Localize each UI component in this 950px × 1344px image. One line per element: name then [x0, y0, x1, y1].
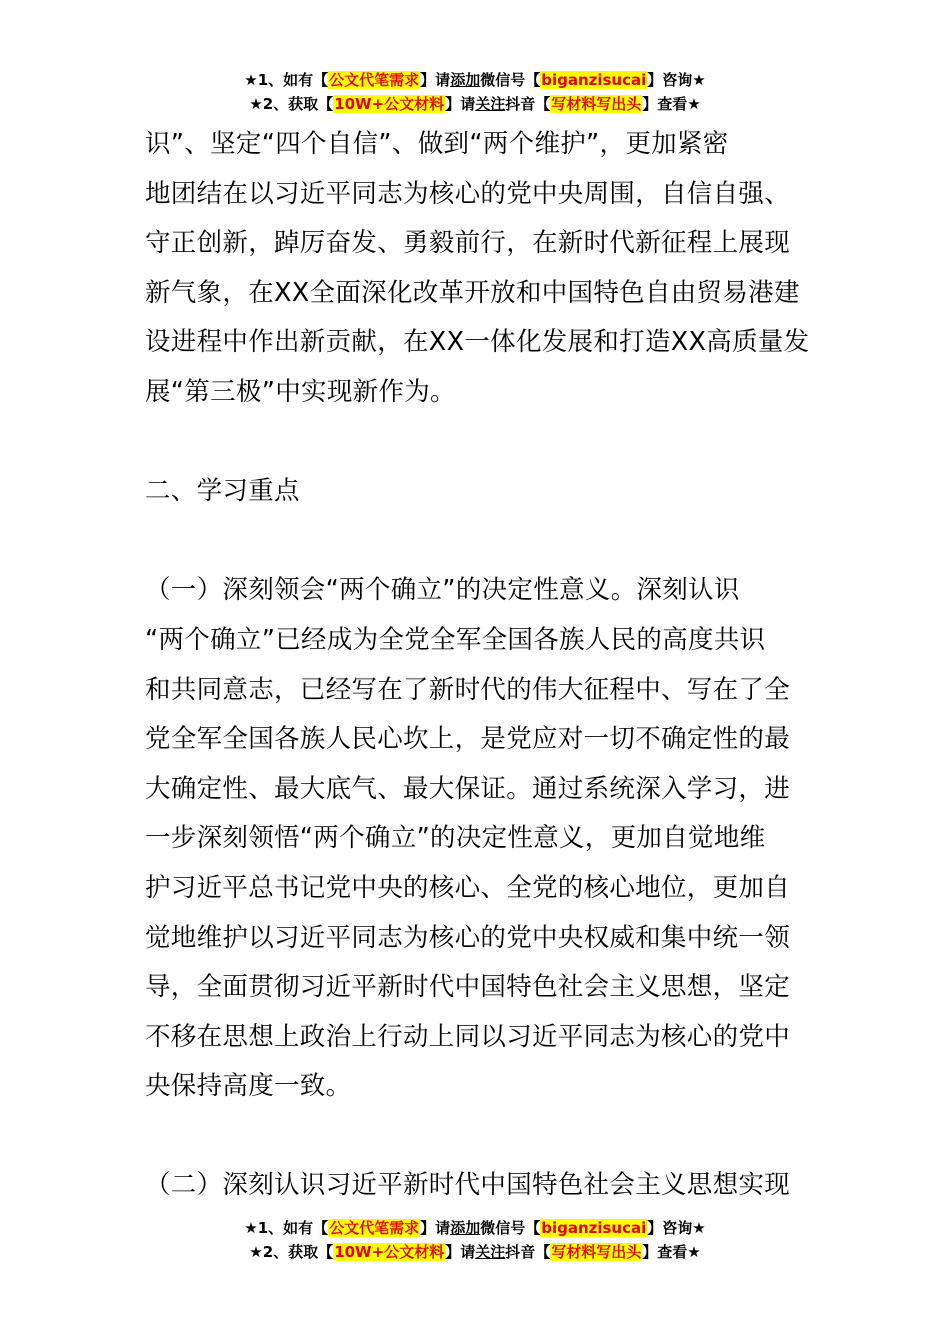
banner-douyin-name: 写材料写出头 [551, 1243, 642, 1261]
text-line: 和共同意志，已经写在了新时代的伟大征程中、写在了全 [145, 674, 791, 705]
banner-text: ★1、如有【 [244, 1219, 329, 1237]
text-line: 护习近平总书记党中央的核心、全党的核心地位，更加自 [145, 872, 791, 903]
banner-line-1 [0, 1216, 950, 1240]
text-line: 设进程中作出新贡献，在XX一体化发展和打造XX高质量发 [145, 327, 810, 358]
banner-line-1 [0, 68, 950, 92]
banner-douyin-name: 写材料写出头 [551, 95, 642, 113]
banner-text: 抖音【 [505, 1243, 551, 1261]
text-line: 一步深刻领悟“两个确立”的决定性意义，更加自觉地维 [145, 823, 766, 854]
text-line: 识”、坚定“四个自信”、做到“两个维护”，更加紧密 [145, 129, 729, 159]
text-line: 党全军全国各族人民心坎上，是党应对一切不确定性的最 [145, 724, 791, 755]
banner-underlined: 添加 [450, 1219, 481, 1237]
banner-underlined: 关注 [475, 95, 506, 113]
text-line: 展“第三极”中实现新作为。 [145, 376, 456, 407]
banner-text: ★1、如有【 [244, 71, 329, 89]
banner-text: 】咨询★ [647, 71, 706, 89]
banner-text: 】请 [445, 95, 476, 113]
banner-text: 】查看★ [642, 95, 701, 113]
banner-text: 】请 [420, 71, 451, 89]
text-line: 新气象，在XX全面深化改革开放和中国特色自由贸易港建 [145, 277, 800, 308]
banner-text: 】请 [445, 1243, 476, 1261]
text-line: 不移在思想上政治上行动上同以习近平同志为核心的党中 [145, 1021, 791, 1052]
text-line: （一）深刻领会“两个确立”的决定性意义。深刻认识 [145, 575, 740, 606]
section-2-paragraph [145, 1161, 810, 1211]
banner-text: 微信号【 [480, 1219, 541, 1237]
banner-text: 抖音【 [505, 95, 551, 113]
text-line: “两个确立”已经成为全党全军全国各族人民的高度共识 [145, 624, 766, 655]
banner-wechat-id: biganzisucai [541, 71, 647, 89]
banner-line-2 [0, 92, 950, 116]
section-heading: 二、学习重点 [145, 476, 300, 507]
banner-underlined: 添加 [450, 71, 481, 89]
banner-line-2 [0, 1240, 950, 1264]
banner-text: ★2、获取【 [249, 1243, 334, 1261]
banner-underlined: 关注 [475, 1243, 506, 1261]
banner-highlight: 10W+公文材料 [334, 1243, 445, 1261]
banner-text: 】咨询★ [647, 1219, 706, 1237]
text-line: 地团结在以习近平同志为核心的党中央周围，自信自强、 [145, 178, 791, 209]
footer-banner [0, 1216, 950, 1264]
banner-highlight: 公文代笔需求 [329, 71, 420, 89]
banner-wechat-id: biganzisucai [541, 1219, 647, 1237]
document-body [145, 120, 810, 1211]
banner-highlight: 10W+公文材料 [334, 95, 445, 113]
banner-text: 微信号【 [480, 71, 541, 89]
continued-paragraph [145, 120, 810, 418]
text-line: 守正创新，踔厉奋发、勇毅前行，在新时代新征程上展现 [145, 228, 791, 259]
banner-text: ★2、获取【 [249, 95, 334, 113]
text-line: 大确定性、最大底气、最大保证。通过系统深入学习，进 [145, 773, 791, 804]
section-1-paragraph [145, 566, 810, 1112]
text-line: 觉地维护以习近平同志为核心的党中央权威和集中统一领 [145, 922, 791, 953]
header-banner [0, 68, 950, 116]
text-line: 导，全面贯彻习近平新时代中国特色社会主义思想，坚定 [145, 972, 791, 1003]
banner-text: 】请 [420, 1219, 451, 1237]
banner-highlight: 公文代笔需求 [329, 1219, 420, 1237]
banner-text: 】查看★ [642, 1243, 701, 1261]
text-line: 央保持高度一致。 [145, 1071, 352, 1102]
text-line: （二）深刻认识习近平新时代中国特色社会主义思想实现 [145, 1170, 791, 1201]
